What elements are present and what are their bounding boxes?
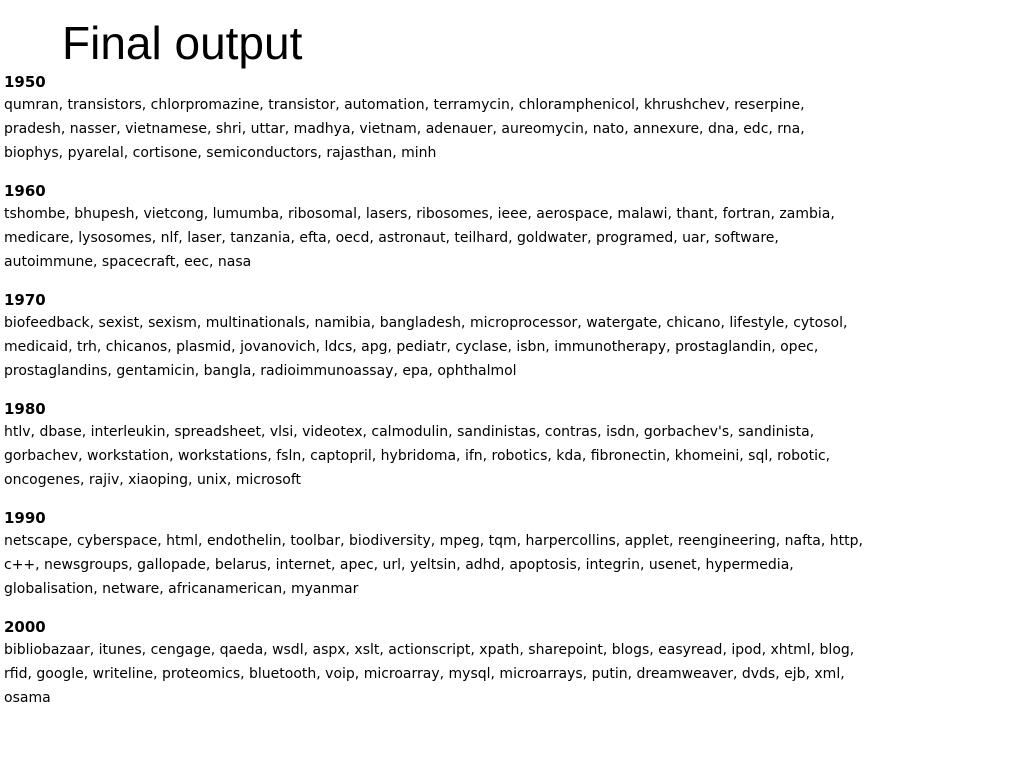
word-line: rfid, google, writeline, proteomics, bluetooth, voip, microarray, mysql, microarrays, putin, dreamweaver, dvds, ejb, xml, [4, 666, 845, 682]
decade-1950 [4, 72, 1004, 165]
decade-1970 [4, 290, 1004, 383]
word-line: gorbachev, workstation, workstations, fsln, captopril, hybridoma, ifn, robotics, kda, fibronectin, khomeini, sql, robotic, [4, 448, 831, 464]
decade-words [4, 638, 1004, 710]
decade-1960 [4, 181, 1004, 274]
decade-year: 1980 [4, 400, 46, 418]
word-line: autoimmune, spacecraft, eec, nasa [4, 254, 252, 270]
word-line: biophys, pyarelal, cortisone, semiconductors, rajasthan, minh [4, 145, 437, 161]
word-line: globalisation, netware, africanamerican, myanmar [4, 581, 359, 597]
decade-year: 1960 [4, 182, 46, 200]
decade-words [4, 93, 1004, 165]
slide-title: Final output [62, 17, 303, 69]
word-line: medicaid, trh, chicanos, plasmid, jovanovich, ldcs, apg, pediatr, cyclase, isbn, immunotherapy, prostaglandin, opec, [4, 339, 819, 355]
word-line: c++, newsgroups, gallopade, belarus, internet, apec, url, yeltsin, adhd, apoptosis, integrin, usenet, hypermedia, [4, 557, 794, 573]
word-line: tshombe, bhupesh, vietcong, lumumba, ribosomal, lasers, ribosomes, ieee, aerospace, malawi, thant, fortran, zambia, [4, 206, 835, 222]
decade-words [4, 311, 1004, 383]
decade-2000 [4, 617, 1004, 710]
word-line: htlv, dbase, interleukin, spreadsheet, vlsi, videotex, calmodulin, sandinistas, contras, isdn, gorbachev's, sandinista, [4, 424, 815, 440]
decade-year: 2000 [4, 618, 46, 636]
word-line: biofeedback, sexist, sexism, multinationals, namibia, bangladesh, microprocessor, watergate, chicano, lifestyle, cytosol, [4, 315, 848, 331]
word-line: netscape, cyberspace, html, endothelin, toolbar, biodiversity, mpeg, tqm, harpercollins, applet, reengineering, nafta, http, [4, 533, 863, 549]
word-line: qumran, transistors, chlorpromazine, transistor, automation, terramycin, chloramphenicol, khrushchev, reserpine, [4, 97, 805, 113]
word-line: bibliobazaar, itunes, cengage, qaeda, wsdl, aspx, xslt, actionscript, xpath, sharepoint, blogs, easyread, ipod, xhtml, blog, [4, 642, 855, 658]
word-line: oncogenes, rajiv, xiaoping, unix, microsoft [4, 472, 302, 488]
decade-year: 1990 [4, 509, 46, 527]
decade-words [4, 420, 1004, 492]
word-line: prostaglandins, gentamicin, bangla, radioimmunoassay, epa, ophthalmol [4, 363, 517, 379]
decade-words [4, 202, 1004, 274]
word-line: medicare, lysosomes, nlf, laser, tanzania, efta, oecd, astronaut, teilhard, goldwater, programed, uar, software, [4, 230, 779, 246]
decade-words [4, 529, 1004, 601]
word-line: osama [4, 690, 51, 706]
word-line: pradesh, nasser, vietnamese, shri, uttar, madhya, vietnam, adenauer, aureomycin, nato, annexure, dna, edc, rna, [4, 121, 805, 137]
decade-1990 [4, 508, 1004, 601]
decade-list [4, 72, 1004, 726]
decade-1980 [4, 399, 1004, 492]
decade-year: 1950 [4, 73, 46, 91]
decade-year: 1970 [4, 291, 46, 309]
